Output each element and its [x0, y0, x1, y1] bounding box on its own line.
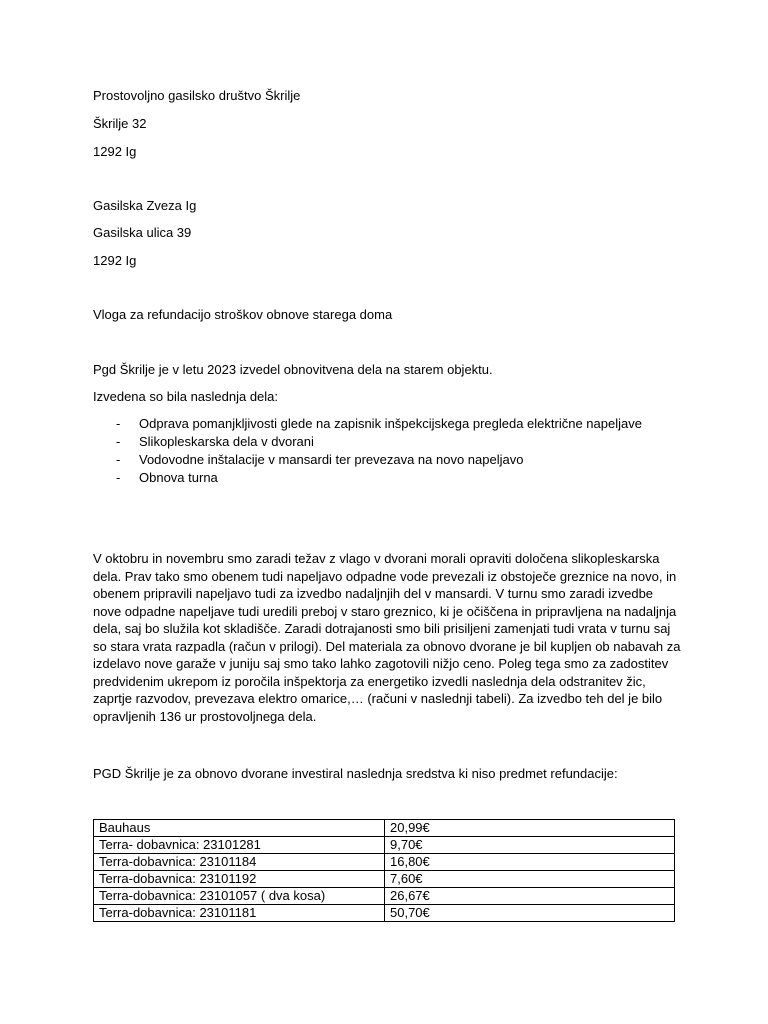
- investment-intro: PGD Škrilje je za obnovo dvorane investiral naslednja sredstva ki niso predmet refundacije:: [93, 766, 618, 781]
- list-item-text: Obnova turna: [139, 470, 218, 485]
- cost-item-cell: Terra-dobavnica: 23101192: [94, 871, 385, 888]
- cost-item-cell: Terra-dobavnica: 23101184: [94, 854, 385, 871]
- bullet-dash: -: [116, 470, 121, 485]
- cost-item-cell: Bauhaus: [94, 820, 385, 837]
- list-item: [93, 469, 642, 487]
- works-list: [93, 415, 642, 487]
- cost-amount-cell: 9,70€: [385, 837, 675, 854]
- recipient-street: Gasilska ulica 39: [93, 225, 192, 240]
- sender-name: Prostovoljno gasilsko društvo Škrilje: [93, 88, 301, 103]
- bullet-dash: -: [116, 452, 121, 467]
- table-row: [94, 837, 675, 854]
- cost-amount-cell: 20,99€: [385, 820, 675, 837]
- list-item-text: Odprava pomanjkljivosti glede na zapisnik inšpekcijskega pregleda električne napeljave: [139, 416, 642, 431]
- list-item-text: Vodovodne inštalacije v mansardi ter prevezava na novo napeljavo: [139, 452, 524, 467]
- cost-amount-cell: 7,60€: [385, 871, 675, 888]
- subject-line: Vloga za refundacijo stroškov obnove starega doma: [93, 307, 393, 322]
- recipient-city: 1292 Ig: [93, 253, 137, 268]
- list-item-text: Slikopleskarska dela v dvorani: [139, 434, 314, 449]
- list-item: [93, 415, 642, 433]
- list-item: [93, 451, 642, 469]
- cost-amount-cell: 50,70€: [385, 905, 675, 922]
- list-item: [93, 433, 642, 451]
- table-row: [94, 820, 675, 837]
- body-paragraph: V oktobru in novembru smo zaradi težav z vlago v dvorani morali opraviti določena slikopleskarska dela. Prav tako smo obenem tudi napeljavo odpadne vode prevezali iz obstoječe greznice na novo, in obenem pripravili napeljavo tudi za izvedbo nadaljnjih del v mansardi. V turnu smo zaradi izvedbe nove odpadne napeljave tudi uredili preboj v staro greznico, ki je očiščena in pripravljena na nadaljnja dela, saj bo služila kot skladišče. Zaradi dotrajanosti smo bili prisiljeni zamenjati tudi vrata v turnu saj so stara vrata razpadla (račun v prilogi). Del materiala za obnovo dvorane je bil kupljen ob nabavah za izdelavo nove garaže v juniju saj smo tako lahko zagotovili nižjo ceno. Poleg tega smo za zadostitev predvidenim ukrepom iz poročila inšpektorja za energetiko izvedli naslednja dela odstranitev žic, zaprtje razvodov, prevezava elektro omarice,… (računi v naslednji tabeli). Za izvedbo teh del je bilo opravljenih 136 ur prostovoljnega dela.: [93, 551, 681, 724]
- table-row: [94, 871, 675, 888]
- table-row: [94, 905, 675, 922]
- cost-amount-cell: 26,67€: [385, 888, 675, 905]
- cost-item-cell: Terra-dobavnica: 23101181: [94, 905, 385, 922]
- cost-item-cell: Terra-dobavnica: 23101057 ( dva kosa): [94, 888, 385, 905]
- cost-amount-cell: 16,80€: [385, 854, 675, 871]
- costs-table: [93, 819, 675, 922]
- works-heading: Izvedena so bila naslednja dela:: [93, 389, 279, 404]
- cost-item-cell: Terra- dobavnica: 23101281: [94, 837, 385, 854]
- intro-text: Pgd Škrilje je v letu 2023 izvedel obnovitvena dela na starem objektu.: [93, 362, 493, 377]
- sender-city: 1292 Ig: [93, 144, 137, 159]
- table-row: [94, 854, 675, 871]
- bullet-dash: -: [116, 416, 121, 431]
- bullet-dash: -: [116, 434, 121, 449]
- sender-street: Škrilje 32: [93, 116, 147, 131]
- recipient-name: Gasilska Zveza Ig: [93, 198, 197, 213]
- table-row: [94, 888, 675, 905]
